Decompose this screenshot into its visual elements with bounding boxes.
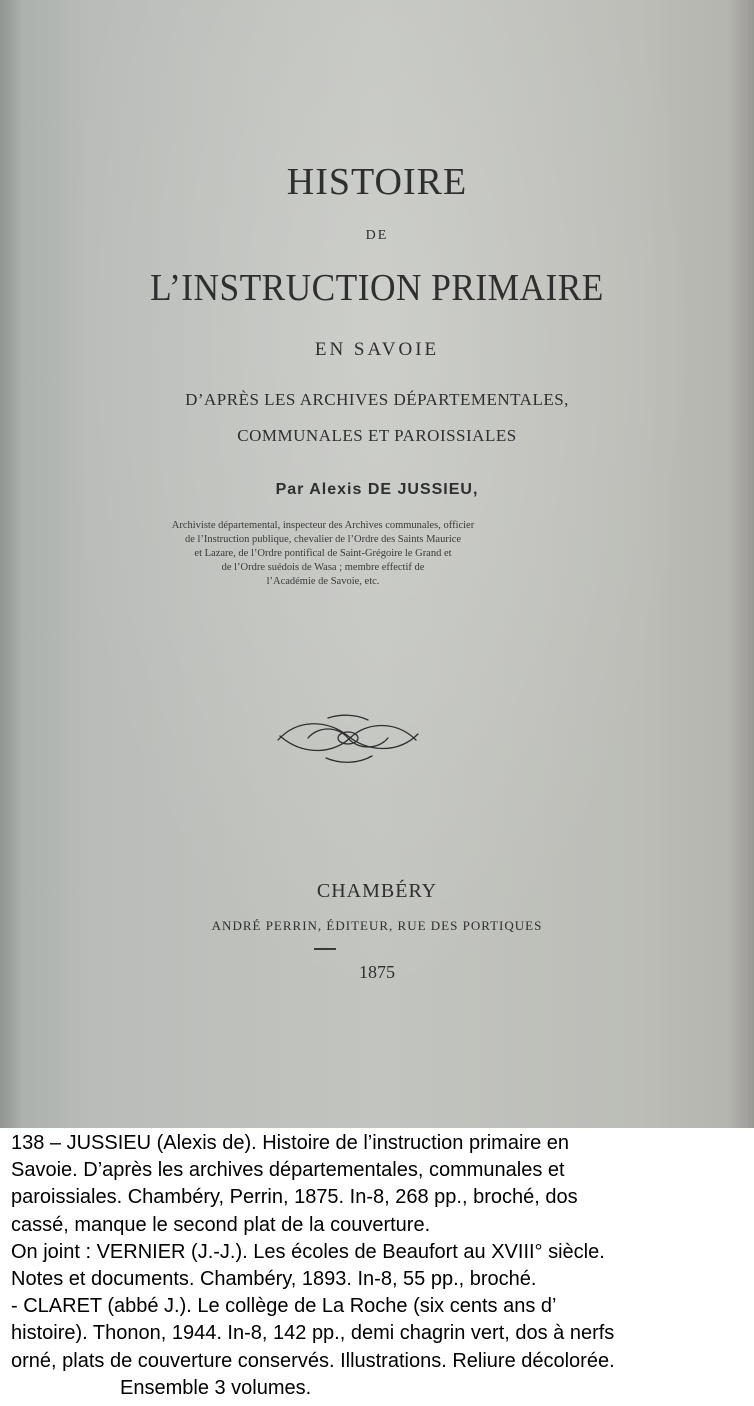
caption-line: orné, plats de couverture conservés. Illustrations. Reliure décolorée.: [11, 1349, 615, 1372]
imprint-year: 1875: [359, 962, 395, 982]
caption-line: cassé, manque le second plat de la couverture.: [11, 1213, 431, 1236]
credentials-line: Archiviste départemental, inspecteur des Archives communales, officier: [171, 520, 475, 531]
imprint-rule: [314, 948, 336, 950]
caption-line: On joint : VERNIER (J.-J.). Les écoles de Beaufort au XVIII° siècle.: [11, 1240, 605, 1263]
caption-line: - CLARET (abbé J.). Le collège de La Roche (six cents ans d’: [11, 1295, 557, 1318]
subtitle-line-2: COMMUNALES ET PAROISSIALES: [237, 426, 517, 445]
flourish-ornament-icon: [268, 708, 428, 768]
caption-line: Notes et documents. Chambéry, 1893. In-8, 55 pp., broché.: [11, 1268, 537, 1291]
imprint-city: CHAMBÉRY: [316, 880, 438, 902]
author-credentials: [128, 519, 518, 589]
author-line: Par Alexis DE JUSSIEU,: [275, 481, 479, 498]
caption-line: Savoie. D’après les archives départementales, communales et: [11, 1159, 565, 1182]
title-histoire: HISTOIRE: [286, 161, 468, 203]
caption-line: histoire). Thonon, 1944. In-8, 142 pp., demi chagrin vert, dos à nerfs: [11, 1322, 615, 1345]
credentials-line: et Lazare, de l’Ordre pontifical de Saint-Grégoire le Grand et: [194, 548, 452, 559]
credentials-line: l’Académie de Savoie, etc.: [266, 576, 380, 587]
imprint-publisher: ANDRÉ PERRIN, ÉDITEUR, RUE DES PORTIQUES: [211, 918, 543, 933]
catalog-description: [11, 1130, 751, 1402]
caption-last-line: Ensemble 3 volumes.: [120, 1376, 312, 1399]
caption-line: paroissiales. Chambéry, Perrin, 1875. In-8, 268 pp., broché, dos: [11, 1186, 578, 1209]
subtitle-line-1: D’APRÈS LES ARCHIVES DÉPARTEMENTALES,: [185, 390, 569, 409]
credentials-line: de l’Instruction publique, chevalier de l’Ordre des Saints Maurice: [184, 534, 462, 545]
caption-line: 138 – JUSSIEU (Alexis de). Histoire de l’instruction primaire en: [11, 1132, 569, 1154]
title-de: DE: [365, 228, 389, 243]
title-instruction-primaire: L’INSTRUCTION PRIMAIRE: [150, 267, 604, 309]
credentials-line: de l’Ordre suédois de Wasa ; membre effectif de: [221, 562, 425, 573]
title-en-savoie: EN SAVOIE: [314, 339, 440, 360]
